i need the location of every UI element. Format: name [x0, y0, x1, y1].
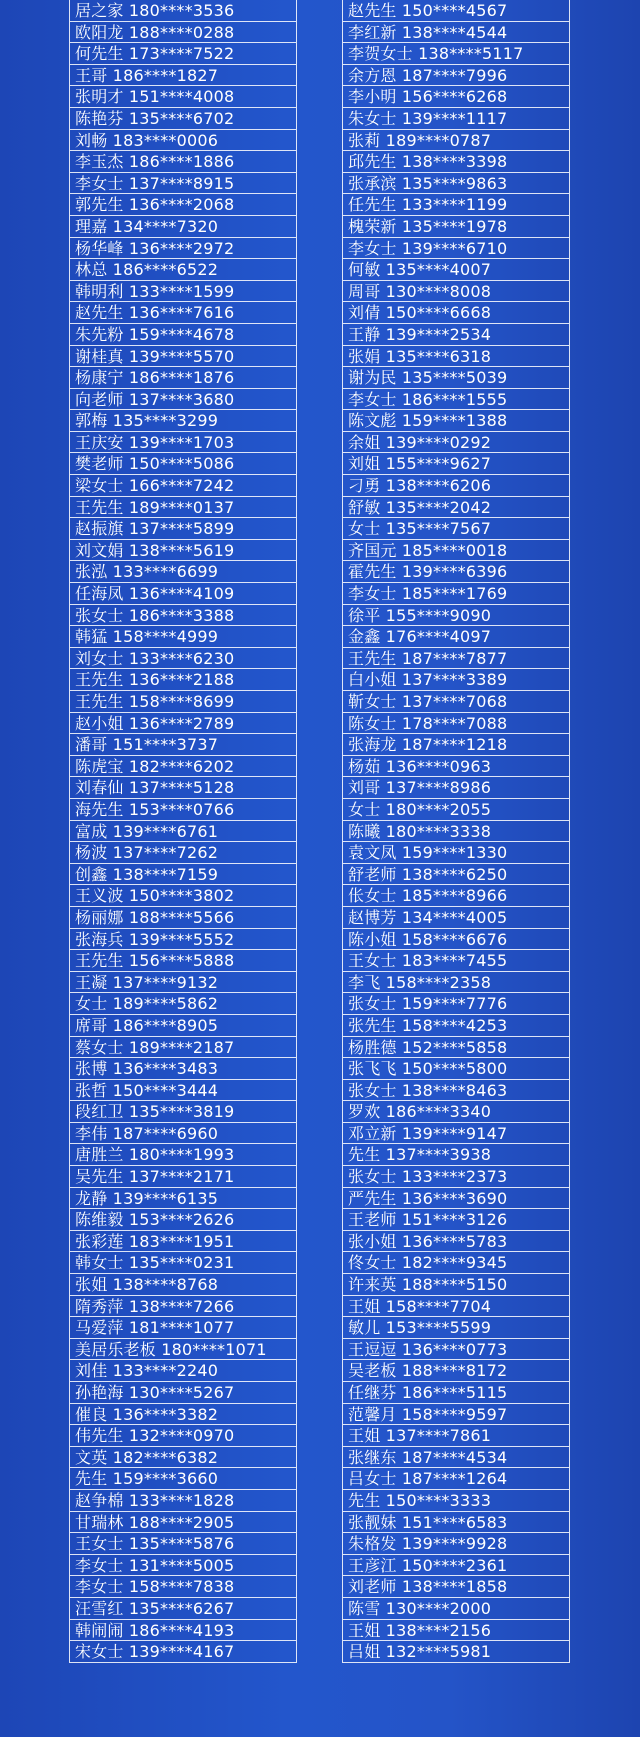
contact-entry: 向老师 137****3680 — [70, 389, 296, 411]
contact-entry: 张靓妹 151****6583 — [343, 1512, 569, 1534]
contact-entry: 陈艳芬 135****6702 — [70, 108, 296, 130]
contact-entry: 段红卫 135****3819 — [70, 1101, 296, 1123]
contact-entry: 佟女士 182****9345 — [343, 1252, 569, 1274]
contact-entry: 王姐 158****7704 — [343, 1296, 569, 1318]
contact-entry: 王凝 137****9132 — [70, 972, 296, 994]
contact-entry: 李小明 156****6268 — [343, 86, 569, 108]
contact-entry: 舒敏 135****2042 — [343, 497, 569, 519]
contact-entry: 任先生 133****1199 — [343, 194, 569, 216]
contact-entry: 陈女士 178****7088 — [343, 713, 569, 735]
contact-entry: 李女士 158****7838 — [70, 1576, 296, 1598]
contact-entry: 刘倩 150****6668 — [343, 302, 569, 324]
contact-entry: 张哲 150****3444 — [70, 1080, 296, 1102]
contact-entry: 先生 150****3333 — [343, 1490, 569, 1512]
contact-entry: 张先生 158****4253 — [343, 1015, 569, 1037]
contact-entry: 舒老师 138****6250 — [343, 864, 569, 886]
right-contact-list — [342, 0, 570, 1663]
contact-entry: 创鑫 138****7159 — [70, 864, 296, 886]
contact-entry: 王彦江 150****2361 — [343, 1555, 569, 1577]
contact-entry: 张博 136****3483 — [70, 1058, 296, 1080]
contact-entry: 赵先生 150****4567 — [343, 0, 569, 22]
contact-entry: 刘哥 137****8986 — [343, 777, 569, 799]
contact-entry: 甘瑞林 188****2905 — [70, 1512, 296, 1534]
contact-entry: 王义波 150****3802 — [70, 885, 296, 907]
contact-entry: 敏儿 153****5599 — [343, 1317, 569, 1339]
contact-entry: 陈文彪 159****1388 — [343, 410, 569, 432]
contact-entry: 海先生 153****0766 — [70, 799, 296, 821]
contact-entry: 何敏 135****4007 — [343, 259, 569, 281]
contact-entry: 朱先粉 159****4678 — [70, 324, 296, 346]
contact-entry: 王哥 186****1827 — [70, 65, 296, 87]
contact-entry: 张泓 133****6699 — [70, 561, 296, 583]
contact-entry: 唐胜兰 180****1993 — [70, 1144, 296, 1166]
contact-entry: 王姐 138****2156 — [343, 1620, 569, 1642]
contact-entry: 刘文娟 138****5619 — [70, 540, 296, 562]
contact-entry: 白小姐 137****3389 — [343, 669, 569, 691]
contact-entry: 陈小姐 158****6676 — [343, 929, 569, 951]
contact-entry: 王先生 187****7877 — [343, 648, 569, 670]
contact-entry: 靳女士 137****7068 — [343, 691, 569, 713]
contact-entry: 赵博芳 134****4005 — [343, 907, 569, 929]
contact-entry: 韩明利 133****1599 — [70, 281, 296, 303]
contact-entry: 王姐 137****7861 — [343, 1425, 569, 1447]
contact-entry: 韩猛 158****4999 — [70, 626, 296, 648]
contact-entry: 邱先生 138****3398 — [343, 151, 569, 173]
contact-entry: 李伟 187****6960 — [70, 1123, 296, 1145]
contact-entry: 杨茹 136****0963 — [343, 756, 569, 778]
contact-entry: 郭梅 135****3299 — [70, 410, 296, 432]
contact-entry: 樊老师 150****5086 — [70, 453, 296, 475]
contact-entry: 徐平 155****9090 — [343, 605, 569, 627]
contact-entry: 赵振旗 137****5899 — [70, 518, 296, 540]
contact-entry: 许来英 188****5150 — [343, 1274, 569, 1296]
contact-entry: 吴老板 188****8172 — [343, 1360, 569, 1382]
contact-entry: 林总 186****6522 — [70, 259, 296, 281]
contact-entry: 罗欢 186****3340 — [343, 1101, 569, 1123]
contact-entry: 李女士 185****1769 — [343, 583, 569, 605]
contact-entry: 理嘉 134****7320 — [70, 216, 296, 238]
contact-entry: 张继东 187****4534 — [343, 1447, 569, 1469]
contact-entry: 梁女士 166****7242 — [70, 475, 296, 497]
contact-entry: 李女士 186****1555 — [343, 389, 569, 411]
contact-entry: 任海凤 136****4109 — [70, 583, 296, 605]
contact-entry: 李玉杰 186****1886 — [70, 151, 296, 173]
contact-entry: 隋秀萍 138****7266 — [70, 1296, 296, 1318]
contact-entry: 吴先生 137****2171 — [70, 1166, 296, 1188]
contact-entry: 女士 189****5862 — [70, 993, 296, 1015]
contact-entry: 韩女士 135****0231 — [70, 1252, 296, 1274]
contact-entry: 张女士 159****7776 — [343, 993, 569, 1015]
contact-entry: 李女士 137****8915 — [70, 173, 296, 195]
contact-entry: 张彩莲 183****1951 — [70, 1231, 296, 1253]
contact-entry: 陈虎宝 182****6202 — [70, 756, 296, 778]
contact-entry: 吕女士 187****1264 — [343, 1468, 569, 1490]
contact-entry: 张海兵 139****5552 — [70, 929, 296, 951]
contact-entry: 郭先生 136****2068 — [70, 194, 296, 216]
contact-entry: 霍先生 139****6396 — [343, 561, 569, 583]
contact-entry: 潘哥 151****3737 — [70, 734, 296, 756]
contact-entry: 袁文凤 159****1330 — [343, 842, 569, 864]
contact-entry: 王庆安 139****1703 — [70, 432, 296, 454]
contact-entry: 伥女士 185****8966 — [343, 885, 569, 907]
contact-entry: 余方恩 187****7996 — [343, 65, 569, 87]
contact-entry: 蔡女士 189****2187 — [70, 1037, 296, 1059]
contact-entry: 李女士 131****5005 — [70, 1555, 296, 1577]
contact-entry: 龙静 139****6135 — [70, 1188, 296, 1210]
contact-entry: 王老师 151****3126 — [343, 1209, 569, 1231]
contact-entry: 王女士 183****7455 — [343, 950, 569, 972]
contact-entry: 张女士 133****2373 — [343, 1166, 569, 1188]
contact-entry: 朱格发 139****9928 — [343, 1533, 569, 1555]
contact-entry: 赵争棉 133****1828 — [70, 1490, 296, 1512]
contact-entry: 伟先生 132****0970 — [70, 1425, 296, 1447]
contact-entry: 先生 137****3938 — [343, 1144, 569, 1166]
contact-entry: 李女士 139****6710 — [343, 238, 569, 260]
contact-entry: 文英 182****6382 — [70, 1447, 296, 1469]
contact-entry: 张姐 138****8768 — [70, 1274, 296, 1296]
contact-entry: 女士 135****7567 — [343, 518, 569, 540]
contact-entry: 李红新 138****4544 — [343, 22, 569, 44]
contact-entry: 王女士 135****5876 — [70, 1533, 296, 1555]
contact-entry: 杨康宁 186****1876 — [70, 367, 296, 389]
contact-entry: 杨丽娜 188****5566 — [70, 907, 296, 929]
contact-entry: 谢为民 135****5039 — [343, 367, 569, 389]
contact-entry: 王先生 189****0137 — [70, 497, 296, 519]
contact-entry: 杨华峰 136****2972 — [70, 238, 296, 260]
contact-entry: 陈维毅 153****2626 — [70, 1209, 296, 1231]
contact-entry: 居之家 180****3536 — [70, 0, 296, 22]
contact-entry: 宋女士 139****4167 — [70, 1641, 296, 1663]
contact-entry: 赵先生 136****7616 — [70, 302, 296, 324]
contact-entry: 朱女士 139****1117 — [343, 108, 569, 130]
contact-entry: 席哥 186****8905 — [70, 1015, 296, 1037]
contact-entry: 李飞 158****2358 — [343, 972, 569, 994]
contact-entry: 美居乐老板 180****1071 — [70, 1339, 296, 1361]
contact-entry: 汪雪红 135****6267 — [70, 1598, 296, 1620]
contact-entry: 陈曦 180****3338 — [343, 821, 569, 843]
contact-entry: 张海龙 187****1218 — [343, 734, 569, 756]
contact-entry: 先生 159****3660 — [70, 1468, 296, 1490]
contact-entry: 孙艳海 130****5267 — [70, 1382, 296, 1404]
contact-entry: 邓立新 139****9147 — [343, 1123, 569, 1145]
contact-entry: 齐国元 185****0018 — [343, 540, 569, 562]
contact-entry: 欧阳龙 188****0288 — [70, 22, 296, 44]
contact-entry: 王先生 156****5888 — [70, 950, 296, 972]
contact-entry: 张飞飞 150****5800 — [343, 1058, 569, 1080]
contact-entry: 王先生 158****8699 — [70, 691, 296, 713]
contact-entry: 刘佳 133****2240 — [70, 1360, 296, 1382]
contact-entry: 杨胜德 152****5858 — [343, 1037, 569, 1059]
contact-entry: 刘春仙 137****5128 — [70, 777, 296, 799]
contact-entry: 周哥 130****8008 — [343, 281, 569, 303]
contact-entry: 张莉 189****0787 — [343, 130, 569, 152]
contact-entry: 王先生 136****2188 — [70, 669, 296, 691]
contact-entry: 刘女士 133****6230 — [70, 648, 296, 670]
contact-entry: 刘老师 138****1858 — [343, 1576, 569, 1598]
contact-entry: 张承滨 135****9863 — [343, 173, 569, 195]
contact-entry: 余姐 139****0292 — [343, 432, 569, 454]
contact-entry: 槐荣新 135****1978 — [343, 216, 569, 238]
contact-entry: 任继芬 186****5115 — [343, 1382, 569, 1404]
contact-entry: 谢桂真 139****5570 — [70, 346, 296, 368]
contact-entry: 张女士 138****8463 — [343, 1080, 569, 1102]
contact-entry: 女士 180****2055 — [343, 799, 569, 821]
contact-entry: 富成 139****6761 — [70, 821, 296, 843]
left-contact-list — [69, 0, 297, 1663]
contact-entry: 张娟 135****6318 — [343, 346, 569, 368]
contact-entry: 刘畅 183****0006 — [70, 130, 296, 152]
contact-entry: 王静 139****2534 — [343, 324, 569, 346]
contact-entry: 马爱萍 181****1077 — [70, 1317, 296, 1339]
contact-entry: 严先生 136****3690 — [343, 1188, 569, 1210]
contact-entry: 王逗逗 136****0773 — [343, 1339, 569, 1361]
contact-entry: 杨波 137****7262 — [70, 842, 296, 864]
contact-entry: 吕姐 132****5981 — [343, 1641, 569, 1663]
contact-entry: 张女士 186****3388 — [70, 605, 296, 627]
contact-entry: 何先生 173****7522 — [70, 43, 296, 65]
contact-entry: 韩闹闹 186****4193 — [70, 1620, 296, 1642]
contact-entry: 催良 136****3382 — [70, 1404, 296, 1426]
contact-entry: 李贺女士 138****5117 — [343, 43, 569, 65]
contact-entry: 范馨月 158****9597 — [343, 1404, 569, 1426]
contact-entry: 张明才 151****4008 — [70, 86, 296, 108]
contact-entry: 刁勇 138****6206 — [343, 475, 569, 497]
contact-entry: 赵小姐 136****2789 — [70, 713, 296, 735]
contact-entry: 陈雪 130****2000 — [343, 1598, 569, 1620]
contact-entry: 张小姐 136****5783 — [343, 1231, 569, 1253]
contact-entry: 金鑫 176****4097 — [343, 626, 569, 648]
contact-entry: 刘姐 155****9627 — [343, 453, 569, 475]
